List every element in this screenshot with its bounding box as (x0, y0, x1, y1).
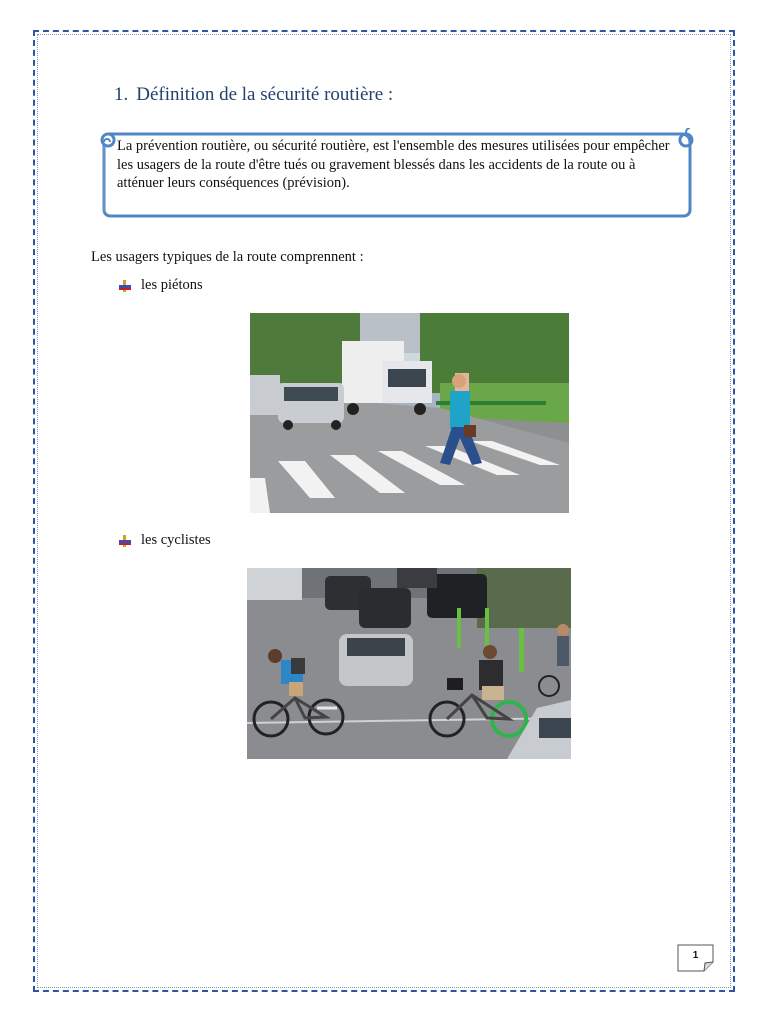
page-number-badge (677, 944, 714, 970)
bullet-item-cyclists (118, 532, 211, 549)
section-title: Définition de la sécurité routière : (136, 84, 394, 105)
definition-scroll-box (96, 128, 696, 218)
cyclists-street-photo (247, 568, 571, 759)
bullet-arrow-icon (118, 534, 132, 548)
pedestrian-crosswalk-photo (250, 313, 569, 513)
bullet-label-pedestrians: les piétons (141, 277, 203, 293)
bullet-arrow-icon (118, 279, 132, 293)
road-users-intro: Les usagers typiques de la route comprennent : (91, 249, 364, 265)
bullet-item-pedestrians (118, 277, 203, 294)
bullet-label-cyclists: les cyclistes (141, 532, 211, 548)
section-number: 1. (114, 84, 129, 105)
section-heading (114, 84, 393, 106)
page-number: 1 (692, 950, 699, 961)
definition-text: La prévention routière, ou sécurité routière, est l'ensemble des mesures utilisées pour empêcher les usagers de la route d'être tués ou gravement blessés dans les accidents de la route ou à atténuer leurs conséquences (prévision). (117, 138, 670, 191)
